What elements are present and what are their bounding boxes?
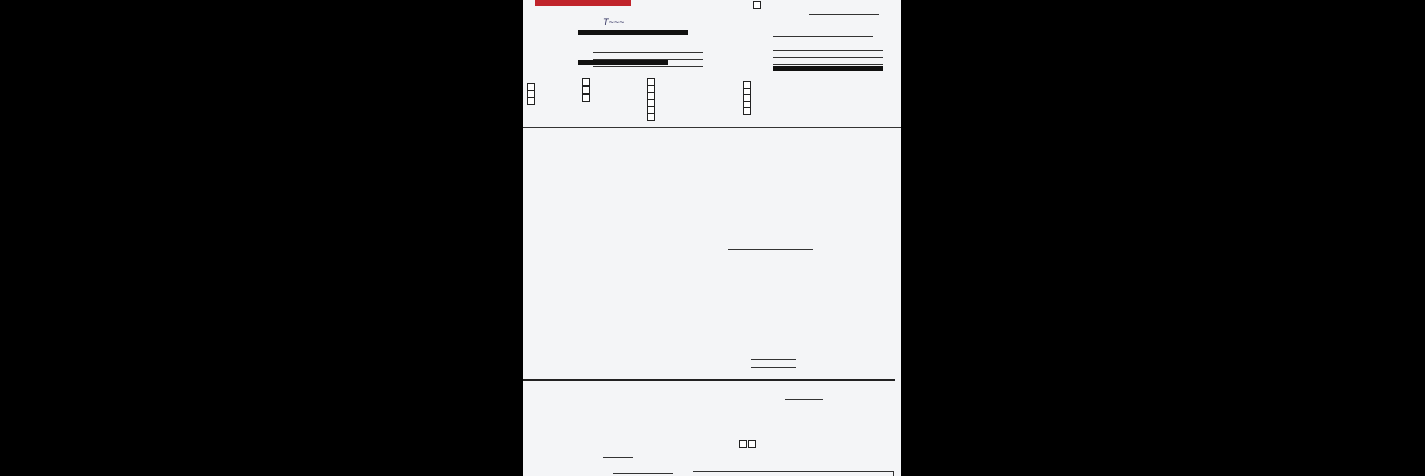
alusta-checkbox[interactable]: [582, 86, 590, 94]
alusta-checkbox[interactable]: [582, 94, 590, 102]
redacted-address: [773, 66, 883, 71]
signature: T~~~: [603, 17, 625, 27]
ke-header-5: [696, 256, 701, 262]
huolto-e-checkbox[interactable]: [748, 440, 756, 448]
muu-checkbox[interactable]: [753, 1, 761, 9]
ke-header-left: [523, 138, 527, 144]
nostorakenne-checkbox[interactable]: [647, 113, 655, 121]
redacted-name: [578, 30, 688, 35]
alusta-checkbox[interactable]: [582, 78, 590, 86]
kevaus-checkbox[interactable]: [527, 97, 535, 105]
nostotuet-checkbox[interactable]: [743, 107, 751, 115]
red-label-strip: [535, 0, 631, 6]
ke-header-6: [695, 309, 700, 315]
huolto-k-checkbox[interactable]: [739, 440, 747, 448]
redacted-owner: [578, 60, 668, 65]
inspection-form-paper: [523, 0, 901, 476]
ke-header-right: [700, 141, 705, 147]
